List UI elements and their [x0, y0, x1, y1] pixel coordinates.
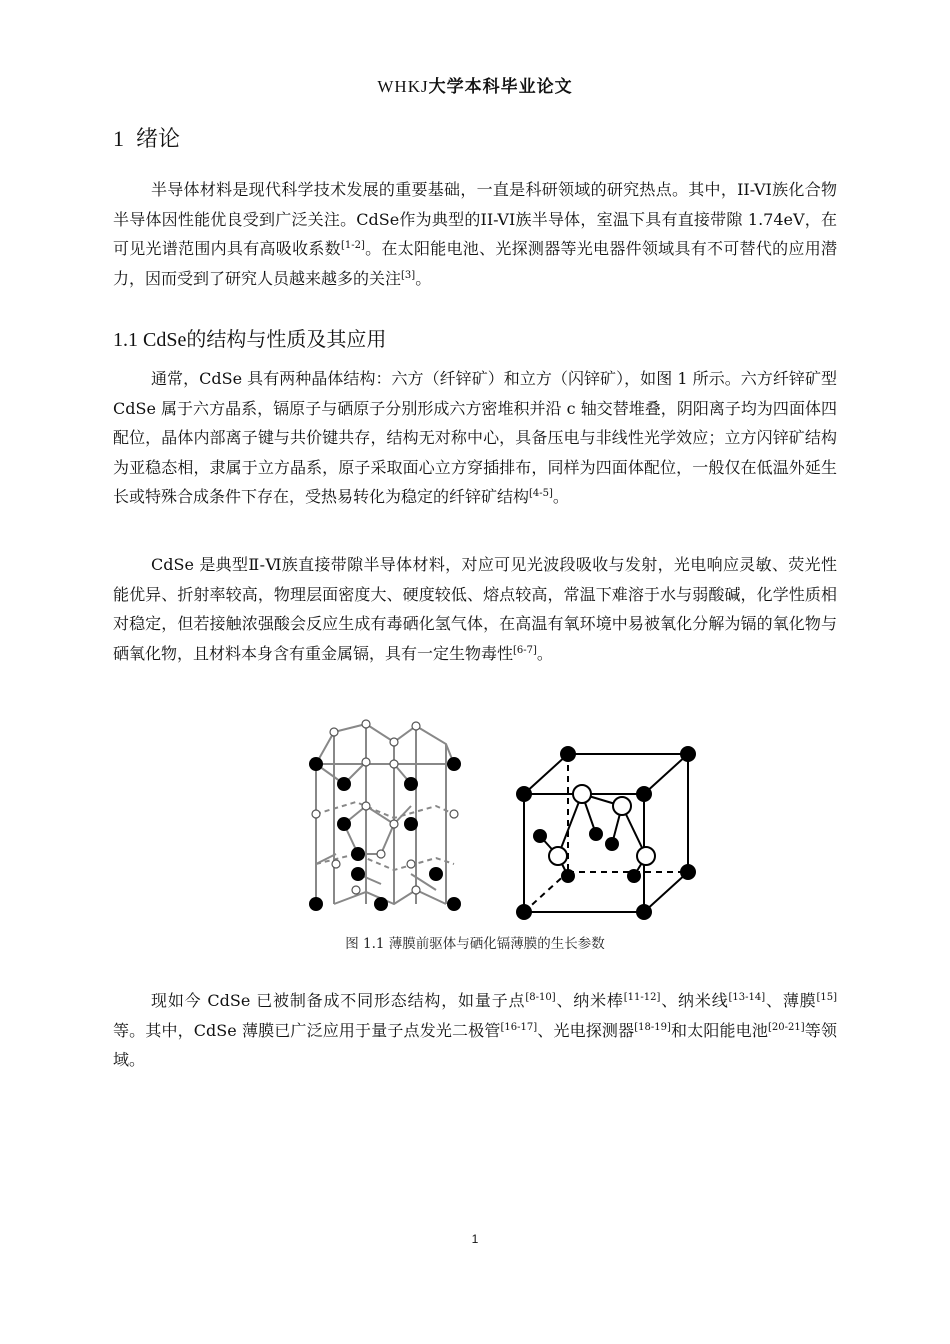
chapter-title: 绪论 — [136, 127, 181, 152]
citation: [20-21] — [767, 1021, 805, 1033]
app-text-7: 和太阳能电池 — [670, 1020, 768, 1040]
app-text-8: 等领域。 — [113, 1020, 837, 1069]
citation: [8-10] — [525, 992, 556, 1003]
structure-text-1: 通常，CdSe 具有两种晶体结构：六方（纤锌矿）和立方（闪锌矿），如图 1 所示。六方纤锌矿型 CdSe 属于六方晶系，镉原子与硒原子分别形成六方密堆积并沿 c 轴交替堆叠，阴阳离子均为四面体四配位，晶体内部离子键与共价键共存，结构无对称中心，具备压电与非线性光学效应；立方闪锌矿结构为亚稳态相，隶属于立方晶系，原子采取面心立方穿插排布，同样为四面体配位，一般仅在低温外延生长或特殊合成条件下存在，受热易转化为稳定的纤锌矿结构 — [113, 369, 837, 506]
citation: [6-7] — [513, 644, 537, 656]
header-title: 大学本科毕业论文 — [428, 77, 573, 97]
citation: [13-14] — [728, 992, 766, 1003]
structure-text-2: 。 — [552, 487, 569, 506]
app-text-6: 、光电探测器 — [537, 1020, 635, 1040]
section-title: 的结构与性质及其应用 — [186, 327, 387, 351]
applications-paragraph — [113, 986, 837, 1075]
app-text-1: 现如今 CdSe 已被制备成不同形态结构，如量子点 — [151, 991, 526, 1010]
intro-text-2: 。在太阳能电池、光探测器等光电器件领域具有不可替代的应用潜力，因而受到了研究人员越来越多的关注 — [113, 239, 837, 288]
figure-caption: 图 1.1 薄膜前驱体与硒化镉薄膜的生长参数 — [345, 936, 605, 952]
citation: [18-19] — [634, 1021, 671, 1033]
section-heading — [113, 323, 386, 352]
intro-paragraph — [113, 175, 837, 293]
app-text-5: 等。其中，CdSe 薄膜已广泛应用于量子点发光二极管 — [113, 1020, 501, 1040]
app-text-4: 、薄膜 — [765, 991, 817, 1010]
header-prefix: WHKJ — [377, 77, 429, 96]
intro-text-1: 半导体材料是现代科学技术发展的重要基础，一直是科研领域的研究热点。其中，II-VI族化合物半导体因性能优良受到广泛关注。CdSe作为典型的II-VI族半导体，室温下具有直接带隙 1.74eV，在可见光谱范围内具有高吸收系数 — [113, 180, 837, 258]
header-rule — [113, 100, 837, 101]
properties-paragraph — [113, 550, 837, 668]
zinc-blende-structure-diagram — [524, 754, 688, 912]
intro-text-3: 。 — [415, 268, 432, 288]
page-header — [0, 72, 950, 97]
page-number: 1 — [471, 1232, 479, 1246]
citation: [3] — [401, 269, 416, 281]
app-text-2: 、纳米棒 — [555, 991, 624, 1010]
structure-paragraph — [113, 364, 837, 512]
properties-text-1: CdSe 是典型Ⅱ-Ⅵ族直接带隙半导体材料，对应可见光波段吸收与发射，光电响应灵敏、荧光性能优异、折射率较高，物理层面密度大、硬度较低、熔点较高，常温下难溶于水与弱酸碱，化学性质相对稳定，但若接触浓强酸会反应生成有毒硒化氢气体，在高温有氧环境中易被氧化分解为镉的氧化物与硒氧化物，且材料本身含有重金属镉，具有一定生物毒性 — [113, 555, 837, 663]
citation: [11-12] — [623, 992, 661, 1003]
crystal-structure-figure — [296, 714, 716, 924]
chapter-heading — [113, 122, 180, 153]
app-text-3: 、纳米线 — [660, 991, 729, 1010]
citation: [1-2] — [340, 240, 365, 251]
citation: [4-5] — [529, 488, 553, 499]
citation: [15] — [816, 992, 837, 1003]
wurtzite-atoms — [309, 720, 461, 911]
properties-text-2: 。 — [536, 643, 553, 663]
citation: [16-17] — [500, 1021, 538, 1033]
section-number: 1.1 CdSe — [113, 329, 187, 351]
chapter-number: 1 — [113, 126, 124, 151]
